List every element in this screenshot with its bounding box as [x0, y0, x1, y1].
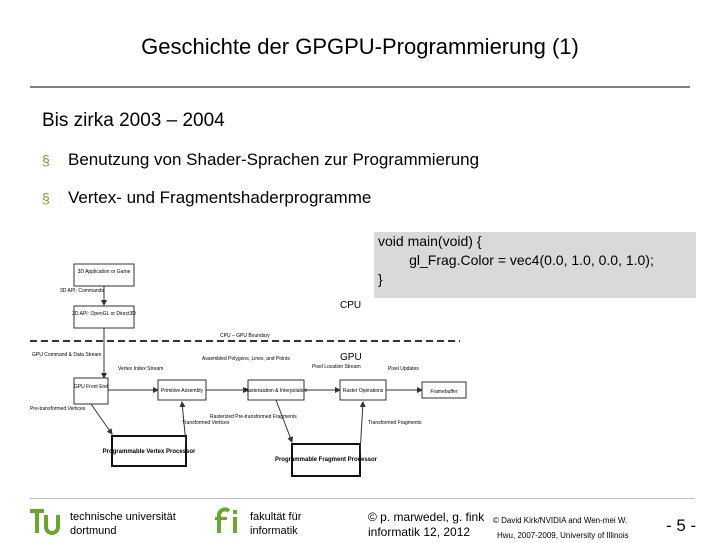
app-label: 3D Application or Game: [77, 269, 131, 275]
tu-logo-icon: [30, 505, 66, 537]
raster-operations-label: Raster Operations: [342, 388, 384, 394]
boundary-label: CPU – GPU Boundary: [220, 333, 270, 339]
arrow: [276, 400, 292, 442]
university-text: [70, 510, 176, 538]
credit-line: Hwu, 2007-2009, University of Illinois: [497, 531, 629, 540]
pixel-location-label: Pixel Location Stream: [312, 364, 361, 370]
api-label: 3D API: OpenGL or Direct3D: [72, 311, 136, 317]
gpu-label: GPU: [340, 352, 362, 363]
faculty-line: informatik: [250, 525, 298, 537]
api-commands-label: 3D API: Commands: [60, 288, 104, 294]
slide-title: Geschichte der GPGPU-Programmierung (1): [141, 34, 579, 59]
api-box: [74, 306, 134, 328]
bullet-item: [42, 188, 371, 208]
transformed-vertices-label: Transformed Vertices: [182, 420, 230, 426]
rasterized-label: Rasterized Pre-transformed Fragments: [210, 414, 297, 420]
cpu-label: CPU: [340, 300, 362, 311]
framebuffer-label: Framebuffer: [430, 389, 458, 395]
university-line: technische universität: [70, 511, 176, 523]
credit-text: [493, 513, 629, 543]
footer-divider: [30, 498, 695, 499]
app-box: [74, 264, 134, 286]
fi-logo-icon: [215, 505, 245, 537]
university-line: dortmund: [70, 525, 117, 537]
faculty-text: [250, 510, 301, 538]
transformed-fragments-label: Transformed Fragments: [368, 420, 422, 426]
copyright-line: © p. marwedel, g. fink: [368, 510, 485, 524]
bullet-marker-icon: §: [42, 152, 50, 168]
primitive-assembly-label: Primitive Assembly: [161, 388, 203, 394]
code-line: void main(void) {: [378, 233, 482, 249]
pixel-updates-label: Pixel Updates: [388, 366, 419, 372]
arrow: [91, 404, 112, 434]
fragment-processor-label: Programmable Fragment Processor: [274, 457, 378, 463]
gpu-command-label: GPU Command & Data Stream: [32, 352, 102, 358]
pretransformed-label: Pre-transformed Vertices: [30, 406, 86, 412]
front-end-box: [74, 378, 108, 404]
rasterization-label: Rasterization & Interpolation: [244, 388, 308, 394]
front-end-label: GPU Front End: [73, 384, 109, 390]
faculty-line: fakultät für: [250, 511, 302, 523]
bullet-item: [42, 150, 479, 170]
slide-heading: Bis zirka 2003 – 2004: [42, 110, 225, 131]
title-divider: [30, 86, 690, 88]
code-line: gl_Frag.Color = vec4(0.0, 1.0, 0.0, 1.0);: [378, 252, 654, 268]
code-line: }: [378, 271, 383, 287]
vertex-processor-label: Programmable Vertex Processor: [102, 449, 196, 455]
copyright-text: [368, 510, 484, 540]
arrow: [360, 402, 363, 454]
assembled-label: Assembled Polygons, Lines, and Points: [202, 356, 290, 362]
page-number: - 5 -: [666, 516, 697, 535]
copyright-line: informatik 12, 2012: [368, 525, 471, 539]
bullet-text: Vertex- und Fragmentshaderprogramme: [68, 188, 372, 207]
shader-code-box: [374, 232, 696, 298]
credit-line: © David Kirk/NVIDIA and Wen-mei W.: [493, 516, 628, 525]
bullet-marker-icon: §: [42, 190, 50, 206]
bullet-text: Benutzung von Shader-Sprachen zur Programmierung: [68, 150, 480, 169]
vertex-index-label: Vertex Index Stream: [118, 366, 164, 372]
